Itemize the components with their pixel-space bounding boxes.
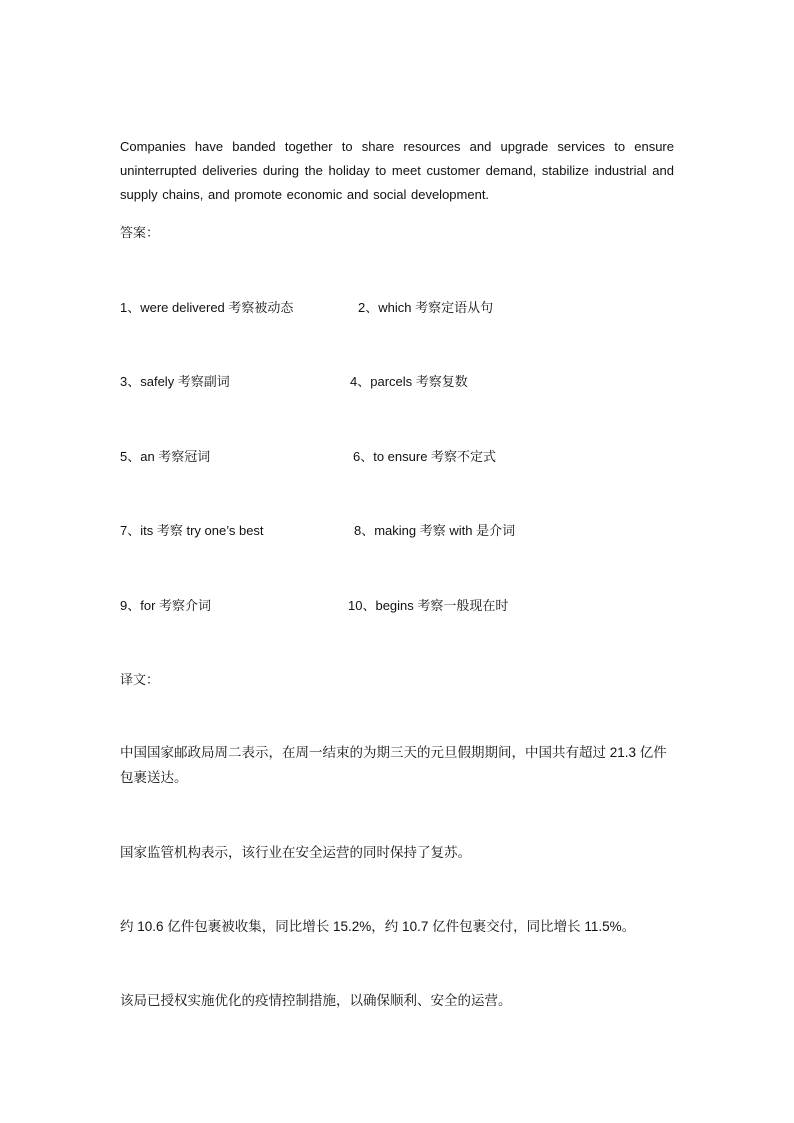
answer-item-6: 6、to ensure 考察不定式 [353,449,497,464]
translation-heading: 译文： [120,672,160,687]
passage-paragraph: Companies have banded together to share resources and upgrade services to ensure uninterrupted deliveries during the holiday to meet customer demand, stabilize industrial and supply chains, and promote economic and social development. [120,139,674,202]
answer-item-9: 9、for 考察介词 [120,598,212,613]
translation-paragraph-3: 约 10.6 亿件包裹被收集，同比增长 15.2%，约 10.7 亿件包裹交付，同比增长 11.5%。 [120,919,636,934]
answer-item-2: 2、which 考察定语从句 [358,300,494,315]
answer-item-10: 10、begins 考察一般现在时 [348,598,509,613]
answer-item-5: 5、an 考察冠词 [120,449,211,464]
answer-item-8: 8、making 考察 with 是介词 [354,523,516,538]
answer-heading: 答案： [120,225,160,240]
answer-item-3: 3、safely 考察副词 [120,374,230,389]
answer-item-1: 1、were delivered 考察被动态 [120,300,294,315]
translation-paragraph-4: 该局已授权实施优化的疫情控制措施，以确保顺利、安全的运营。 [120,993,512,1008]
answer-item-4: 4、parcels 考察复数 [350,374,468,389]
translation-paragraph-1: 中国国家邮政局周二表示，在周一结束的为期三天的元旦假期期间，中国共有超过 21.3 亿件包裹送达。 [120,745,667,785]
answer-item-7: 7、its 考察 try one’s best [120,523,264,538]
translation-paragraph-2: 国家监管机构表示，该行业在安全运营的同时保持了复苏。 [120,845,471,860]
